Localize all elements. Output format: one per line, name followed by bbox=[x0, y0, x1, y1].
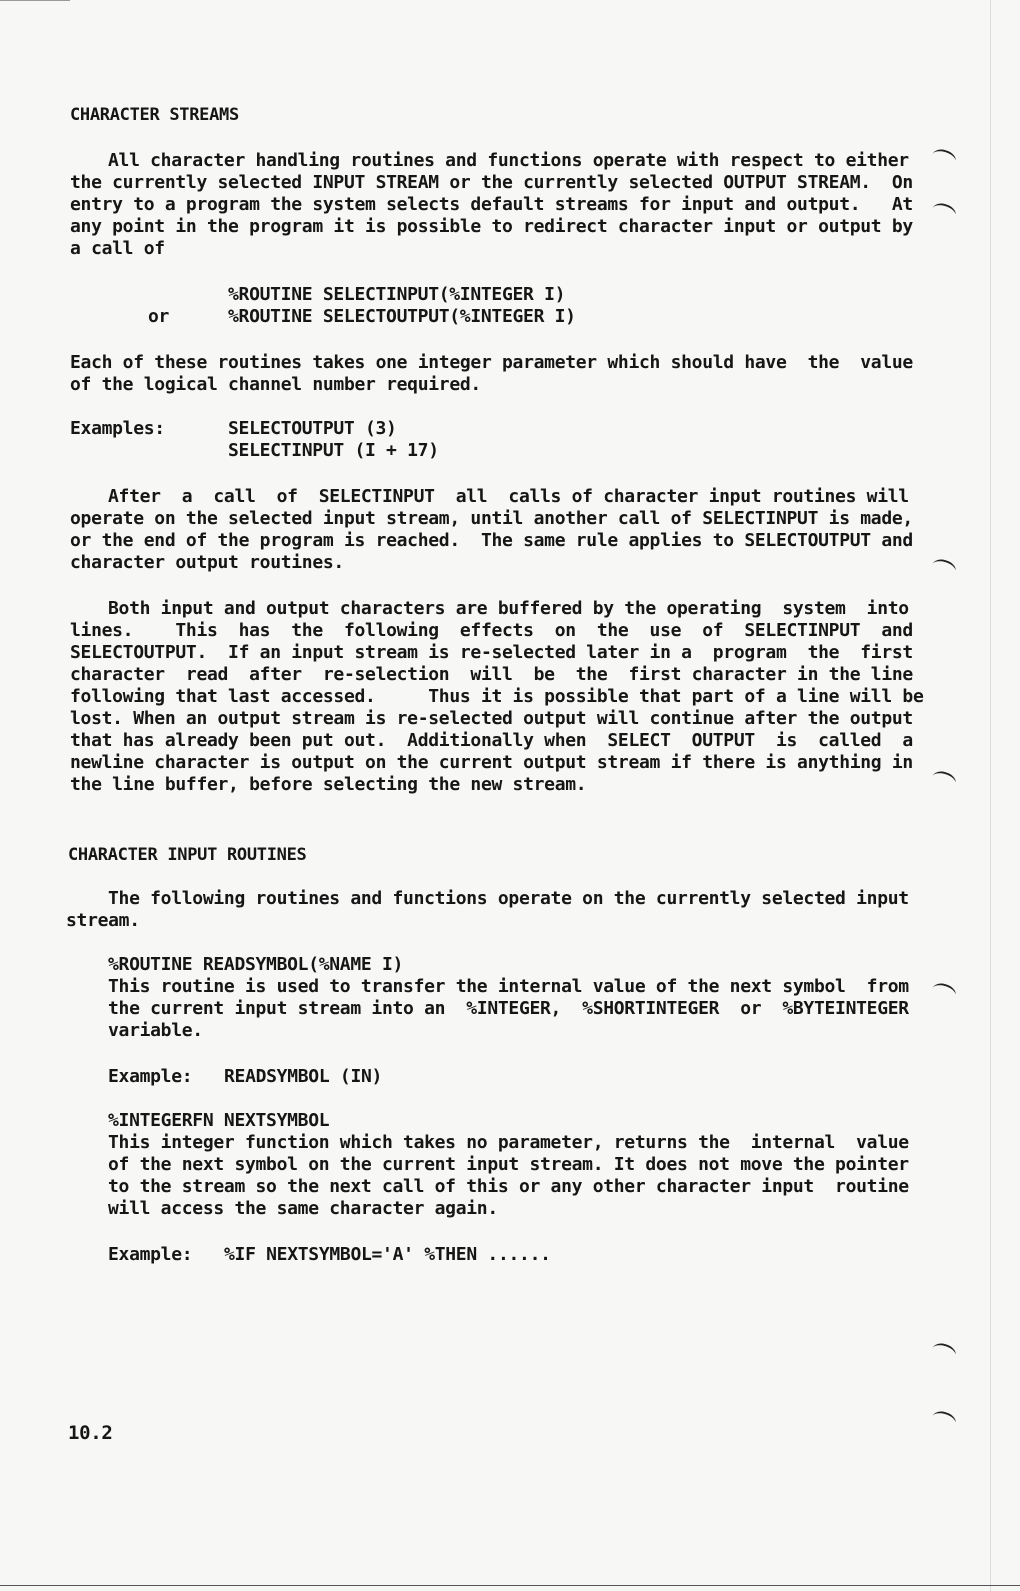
paragraph-4-line-4: character read after re-selection will be the first character in the line bbox=[70, 664, 913, 685]
paragraph-2-line-1: Each of these routines takes one integer parameter which should have the value bbox=[70, 352, 913, 373]
paragraph-3-line-2: operate on the selected input stream, until another call of SELECTINPUT is made, bbox=[70, 508, 913, 529]
nextsymbol-example-label: Example: bbox=[108, 1244, 193, 1265]
paragraph-4-line-3: SELECTOUTPUT. If an input stream is re-selected later in a program the first bbox=[70, 642, 913, 663]
readsymbol-signature: %ROUTINE READSYMBOL(%NAME I) bbox=[108, 954, 404, 975]
bottom-edge-line bbox=[0, 1585, 1020, 1586]
paragraph-4-line-5: following that last accessed. Thus it is possible that part of a line will be bbox=[70, 686, 924, 707]
nextsymbol-desc-line-2: of the next symbol on the current input stream. It does not move the pointer bbox=[108, 1154, 909, 1175]
top-edge-line bbox=[0, 0, 70, 1]
readsymbol-desc-line-2: the current input stream into an %INTEGER, %SHORTINTEGER or %BYTEINTEGER bbox=[108, 998, 909, 1019]
readsymbol-example: READSYMBOL (IN) bbox=[224, 1066, 383, 1087]
paragraph-4-line-9: the line buffer, before selecting the new stream. bbox=[70, 774, 587, 795]
binding-hole-mark bbox=[930, 769, 958, 792]
readsymbol-desc-line-3: variable. bbox=[108, 1020, 203, 1041]
paragraph-1-line-4: any point in the program it is possible to redirect character input or output by bbox=[70, 216, 913, 237]
readsymbol-desc-line-1: This routine is used to transfer the internal value of the next symbol from bbox=[108, 976, 909, 997]
nextsymbol-desc-line-4: will access the same character again. bbox=[108, 1198, 498, 1219]
paragraph-4-line-2: lines. This has the following effects on the use of SELECTINPUT and bbox=[70, 620, 913, 641]
right-edge-line bbox=[990, 0, 991, 1591]
nextsymbol-desc-line-1: This integer function which takes no parameter, returns the internal value bbox=[108, 1132, 909, 1153]
examples-label: Examples: bbox=[70, 418, 165, 439]
nextsymbol-desc-line-3: to the stream so the next call of this or any other character input routine bbox=[108, 1176, 909, 1197]
binding-hole-mark bbox=[930, 1409, 958, 1432]
paragraph-3-line-4: character output routines. bbox=[70, 552, 344, 573]
paragraph-4-line-8: newline character is output on the current output stream if there is anything in bbox=[70, 752, 913, 773]
paragraph-5-line-2: stream. bbox=[66, 910, 140, 931]
code-selectoutput: %ROUTINE SELECTOUTPUT(%INTEGER I) bbox=[228, 306, 576, 327]
paragraph-5-line-1: The following routines and functions operate on the currently selected input bbox=[108, 888, 909, 909]
paragraph-1-line-2: the currently selected INPUT STREAM or the currently selected OUTPUT STREAM. On bbox=[70, 172, 913, 193]
paragraph-2-line-2: of the logical channel number required. bbox=[70, 374, 481, 395]
paragraph-1-line-5: a call of bbox=[70, 238, 165, 259]
binding-hole-mark bbox=[930, 147, 958, 170]
example-selectoutput: SELECTOUTPUT (3) bbox=[228, 418, 397, 439]
paragraph-4-line-1: Both input and output characters are buffered by the operating system into bbox=[108, 598, 909, 619]
binding-hole-mark bbox=[930, 201, 958, 224]
paragraph-1-line-3: entry to a program the system selects default streams for input and output. At bbox=[70, 194, 913, 215]
readsymbol-example-label: Example: bbox=[108, 1066, 193, 1087]
or-label: or bbox=[148, 306, 170, 327]
paragraph-4-line-6: lost. When an output stream is re-selected output will continue after the output bbox=[70, 708, 913, 729]
paragraph-3-line-1: After a call of SELECTINPUT all calls of character input routines will bbox=[108, 486, 909, 507]
binding-hole-mark bbox=[930, 1341, 958, 1364]
example-selectinput: SELECTINPUT (I + 17) bbox=[228, 440, 439, 461]
page-number: 10.2 bbox=[68, 1422, 113, 1444]
paragraph-3-line-3: or the end of the program is reached. The same rule applies to SELECTOUTPUT and bbox=[70, 530, 913, 551]
paragraph-4-line-7: that has already been put out. Additionally when SELECT OUTPUT is called a bbox=[70, 730, 913, 751]
nextsymbol-signature: %INTEGERFN NEXTSYMBOL bbox=[108, 1110, 330, 1131]
binding-hole-mark bbox=[930, 557, 958, 580]
nextsymbol-example: %IF NEXTSYMBOL='A' %THEN ...... bbox=[224, 1244, 551, 1265]
binding-hole-mark bbox=[930, 981, 958, 1004]
paragraph-1-line-1: All character handling routines and functions operate with respect to either bbox=[108, 150, 909, 171]
heading-character-streams: CHARACTER STREAMS bbox=[70, 105, 239, 125]
code-selectinput: %ROUTINE SELECTINPUT(%INTEGER I) bbox=[228, 284, 566, 305]
heading-character-input-routines: CHARACTER INPUT ROUTINES bbox=[68, 845, 307, 865]
